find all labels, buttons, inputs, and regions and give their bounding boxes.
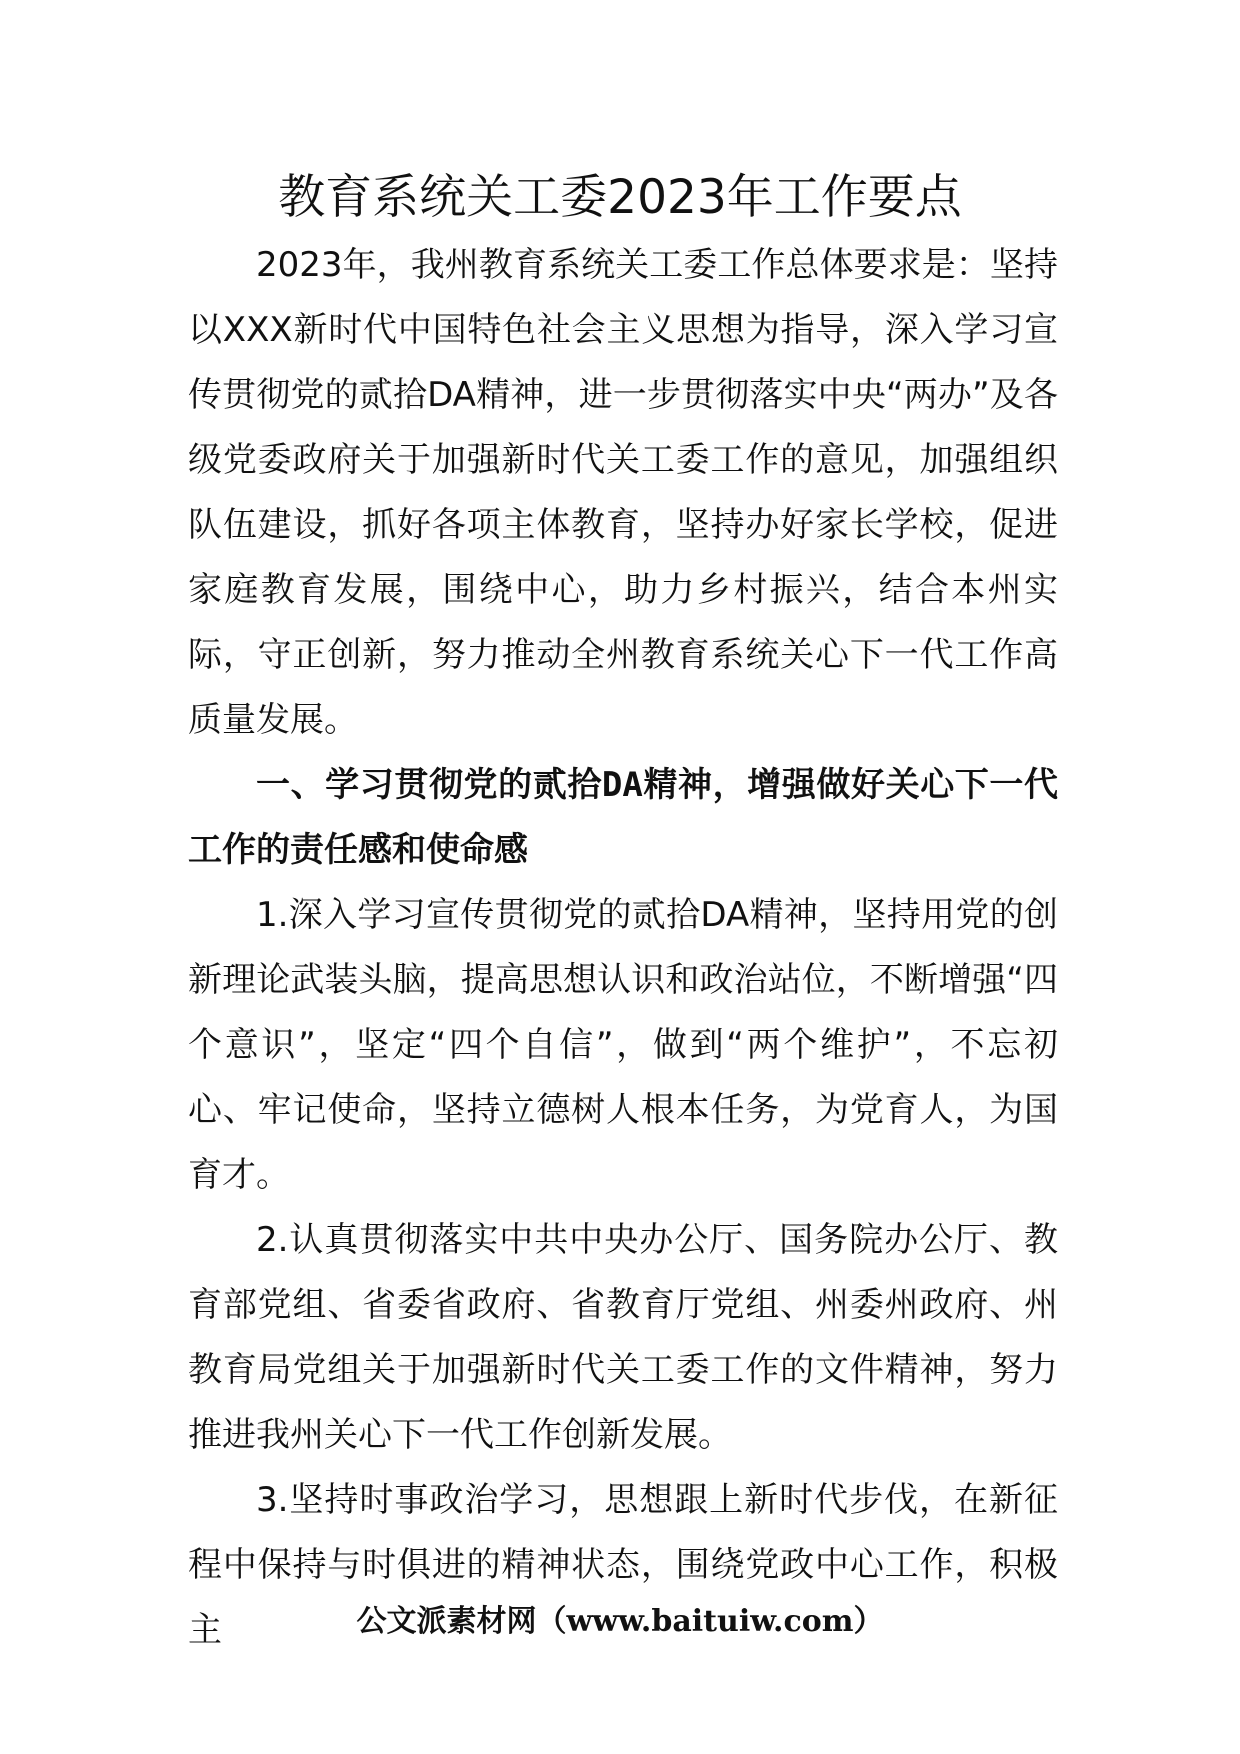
source-watermark-footer: 公文派素材网（www.baituiw.com） [356,1604,884,1639]
document-body [188,233,1058,1663]
item-paragraph-1: 1.深入学习宣传贯彻党的贰拾DA精神，坚持用党的创新理论武装头脑，提高思想认识和政治站位，不断增强“四个意识”，坚定“四个自信”，做到“两个维护”，不忘初心、牢记使命，坚持立德树人根本任务，为党育人，为国育才。 [188,895,1058,1195]
intro-paragraph: 2023年，我州教育系统关工委工作总体要求是：坚持以XXX新时代中国特色社会主义思想为指导，深入学习宣传贯彻党的贰拾DA精神，进一步贯彻落实中央“两办”及各级党委政府关于加强新时代关工委工作的意见，加强组织队伍建设，抓好各项主体教育，坚持办好家长学校，促进家庭教育发展，围绕中心，助力乡村振兴，结合本州实际，守正创新，努力推动全州教育系统关心下一代工作高质量发展。 [188,245,1058,740]
item-paragraph-2: 2.认真贯彻落实中共中央办公厅、国务院办公厅、教育部党组、省委省政府、省教育厅党组、州委州政府、州教育局党组关于加强新时代关工委工作的文件精神，努力推进我州关心下一代工作创新发展。 [188,1220,1058,1455]
document-title: 教育系统关工委2023年工作要点 [278,170,962,225]
item-paragraph-3: 3.坚持时事政治学习，思想跟上新时代步伐，在新征程中保持与时俱进的精神状态，围绕党政中心工作，积极主 [188,1480,1058,1650]
section-heading-1: 一、学习贯彻党的贰拾DA精神，增强做好关心下一代工作的责任感和使命感 [188,765,1058,870]
